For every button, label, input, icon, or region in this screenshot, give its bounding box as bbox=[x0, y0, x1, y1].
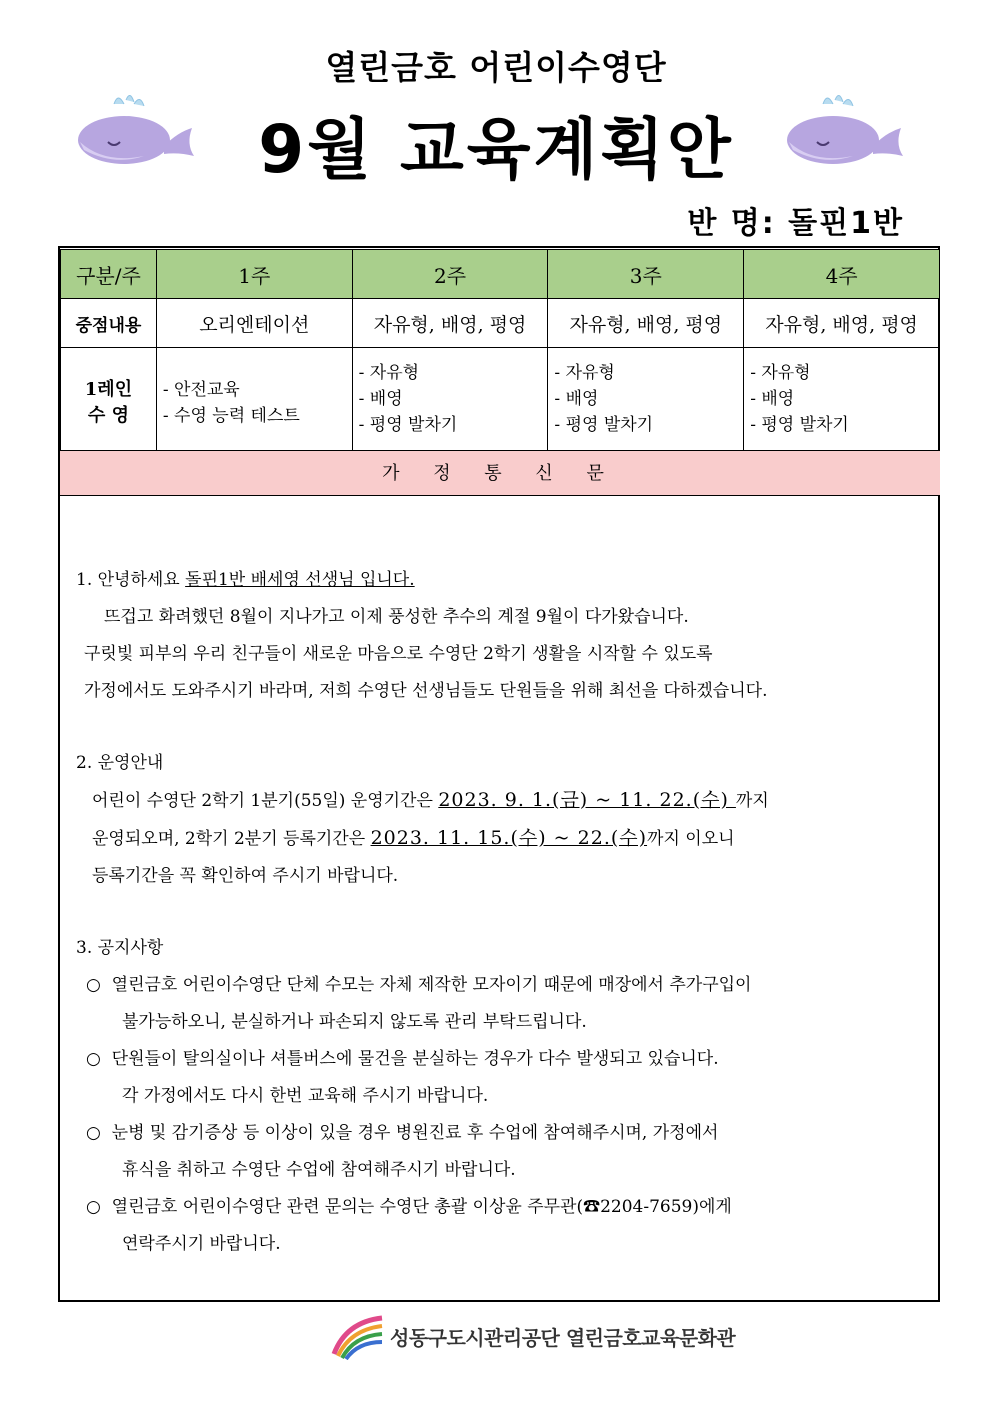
text-span: 까지 이오니 bbox=[647, 829, 735, 849]
list-item: - 안전교육 bbox=[162, 380, 240, 400]
list-item: - 평영 발차기 bbox=[554, 415, 654, 435]
class-name: 반 명: 돌핀1반 bbox=[687, 206, 904, 241]
list-item: - 배영 bbox=[750, 389, 795, 409]
bullet-icon: ○ bbox=[86, 1049, 101, 1069]
paragraph-line: 가정에서도 도와주시기 바라며, 저희 수영단 선생님들도 단원들을 위해 최선을 다하겠습니다. bbox=[84, 681, 768, 701]
table-cell bbox=[352, 348, 548, 459]
paragraph-line: 구릿빛 피부의 우리 친구들이 새로운 마음으로 수영단 2학기 생활을 시작할 수 있도록 bbox=[84, 644, 713, 664]
notice-line: 각 가정에서도 다시 한번 교육해 주시기 바랍니다. bbox=[122, 1086, 489, 1106]
table-cell: 오리엔테이션 bbox=[156, 299, 352, 348]
table-cell bbox=[156, 348, 352, 459]
table-cell bbox=[744, 348, 940, 459]
row-label: 중점내용 bbox=[61, 299, 157, 348]
paragraph-line: 등록기간을 꼭 확인하여 주시기 바랍니다. bbox=[92, 866, 399, 886]
bullet-icon: ○ bbox=[86, 975, 101, 995]
table-row bbox=[61, 299, 940, 348]
newsletter-title: 가 정 통 신 문 bbox=[60, 450, 940, 496]
notice-line: 휴식을 취하고 수영단 수업에 참여해주시기 바랍니다. bbox=[122, 1160, 516, 1180]
notice-item bbox=[76, 1189, 936, 1263]
notice-item bbox=[76, 967, 936, 1041]
header-cell: 구분/주 bbox=[61, 250, 157, 299]
section-2 bbox=[76, 745, 936, 895]
section-title bbox=[76, 562, 936, 599]
table-cell bbox=[548, 348, 744, 459]
registration-period: 2023. 11. 15.(수) ~ 22.(수) bbox=[370, 827, 648, 849]
notice-line: 연락주시기 바랍니다. bbox=[122, 1234, 281, 1254]
notice-line: 열린금호 어린이수영단 단체 수모는 자체 제작한 모자이기 때문에 매장에서 추가구입이 bbox=[111, 975, 752, 995]
notice-item bbox=[76, 1115, 936, 1189]
list-item: - 자유형 bbox=[358, 363, 420, 383]
table-header-row bbox=[61, 250, 940, 299]
header-cell: 1주 bbox=[156, 250, 352, 299]
paragraph-line bbox=[76, 782, 936, 820]
org-title: 열린금호 어린이수영단 bbox=[325, 48, 667, 87]
teacher-greeting: 돌핀1반 배세영 선생님 입니다. bbox=[185, 570, 415, 590]
paragraph-line bbox=[76, 820, 936, 858]
logo-icon bbox=[330, 1314, 386, 1360]
operation-period: 2023. 9. 1.(금) ~ 11. 22.(수) bbox=[438, 789, 736, 811]
header-cell: 4주 bbox=[744, 250, 940, 299]
newsletter-body bbox=[76, 562, 936, 1263]
row-label-line: 1레인 bbox=[84, 379, 133, 400]
main-title: 9월 교육계획안 bbox=[258, 111, 734, 188]
header-cell: 3주 bbox=[548, 250, 744, 299]
text-span: 어린이 수영단 2학기 1분기(55일) 운영기간은 bbox=[92, 791, 439, 811]
text-span: 운영되오며, 2학기 2분기 등록기간은 bbox=[92, 829, 371, 849]
row-label bbox=[61, 348, 157, 459]
bullet-icon: ○ bbox=[86, 1197, 101, 1217]
table-cell: 자유형, 배영, 평영 bbox=[744, 299, 940, 348]
section-title: 2. 운영안내 bbox=[76, 753, 164, 773]
notice-item bbox=[76, 1041, 936, 1115]
section-1 bbox=[76, 562, 936, 710]
table-cell: 자유형, 배영, 평영 bbox=[352, 299, 548, 348]
list-item: - 자유형 bbox=[554, 363, 615, 383]
header-cell: 2주 bbox=[352, 250, 548, 299]
list-item: - 평영 발차기 bbox=[750, 415, 849, 435]
list-item: - 수영 능력 테스트 bbox=[162, 406, 300, 426]
paragraph-line: 뜨겁고 화려했던 8월이 지나가고 이제 풍성한 추수의 계절 9월이 다가왔습니다. bbox=[104, 607, 689, 627]
notice-line: 눈병 및 감기증상 등 이상이 있을 경우 병원진료 후 수업에 참여해주시며, 가정에서 bbox=[111, 1123, 719, 1143]
table-row bbox=[61, 348, 940, 459]
list-item: - 배영 bbox=[554, 389, 599, 409]
footer bbox=[330, 1312, 736, 1362]
footer-org: 성동구도시관리공단 열린금호교육문화관 bbox=[390, 1326, 736, 1350]
section-title: 3. 공지사항 bbox=[76, 938, 164, 958]
list-item: - 평영 발차기 bbox=[358, 415, 458, 435]
table-cell: 자유형, 배영, 평영 bbox=[548, 299, 744, 348]
notice-line: 단원들이 탈의실이나 셔틀버스에 물건을 분실하는 경우가 다수 발생되고 있습니다. bbox=[111, 1049, 719, 1069]
list-item: - 배영 bbox=[358, 389, 403, 409]
list-item: - 자유형 bbox=[750, 363, 811, 383]
plan-table bbox=[60, 249, 940, 459]
row-label-line: 수 영 bbox=[87, 405, 129, 426]
text-span: 까지 bbox=[735, 791, 769, 811]
notice-line: 불가능하오니, 분실하거나 파손되지 않도록 관리 부탁드립니다. bbox=[122, 1012, 587, 1032]
section-title-prefix: 1. 안녕하세요 bbox=[76, 570, 186, 590]
notice-line: 열린금호 어린이수영단 관련 문의는 수영단 총괄 이상윤 주무관(☎2204-7659)에게 bbox=[111, 1197, 732, 1217]
section-3 bbox=[76, 930, 936, 1263]
bullet-icon: ○ bbox=[86, 1123, 101, 1143]
